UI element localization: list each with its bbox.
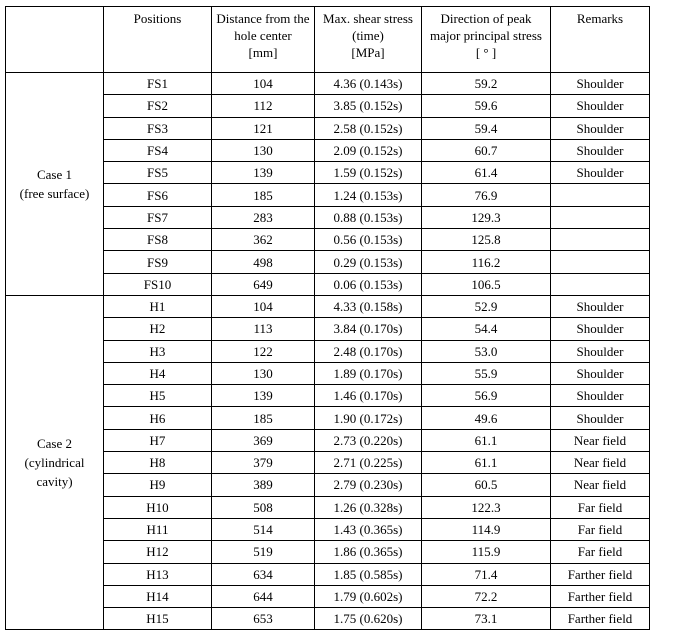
header-stress [315,7,422,73]
distance-cell: 283 [212,206,315,228]
distance-cell: 519 [212,541,315,563]
stress-cell: 1.75 (0.620s) [315,608,422,630]
position-cell: FS3 [104,117,212,139]
remarks-cell: Shoulder [551,340,650,362]
direction-cell: 49.6 [422,407,551,429]
stress-cell: 4.36 (0.143s) [315,73,422,95]
remarks-cell: Shoulder [551,95,650,117]
header-direction-unit: [ ° ] [475,45,497,60]
case-label-line: Case 1 [36,166,73,182]
direction-cell: 55.9 [422,362,551,384]
direction-cell: 54.4 [422,318,551,340]
direction-cell: 59.6 [422,95,551,117]
stress-cell: 1.46 (0.170s) [315,385,422,407]
case-label-line: (free surface) [19,185,90,201]
position-cell: H12 [104,541,212,563]
direction-cell: 106.5 [422,273,551,295]
case-label-cell [6,295,104,629]
distance-cell: 130 [212,362,315,384]
remarks-cell: Farther field [551,563,650,585]
table-row [6,73,650,95]
header-distance-line1: Distance from the [216,11,310,26]
distance-cell: 498 [212,251,315,273]
distance-cell: 139 [212,162,315,184]
header-direction [422,7,551,73]
remarks-cell: Farther field [551,585,650,607]
header-stress-line1: Max. shear stress [323,11,413,26]
direction-cell: 129.3 [422,206,551,228]
distance-cell: 379 [212,452,315,474]
remarks-cell: Shoulder [551,318,650,340]
direction-cell: 125.8 [422,229,551,251]
distance-cell: 113 [212,318,315,340]
position-cell: FS8 [104,229,212,251]
stress-cell: 0.29 (0.153s) [315,251,422,273]
stress-cell: 0.06 (0.153s) [315,273,422,295]
position-cell: FS2 [104,95,212,117]
distance-cell: 644 [212,585,315,607]
distance-cell: 104 [212,295,315,317]
header-positions-label: Positions [133,11,182,26]
stress-cell: 2.48 (0.170s) [315,340,422,362]
direction-cell: 59.4 [422,117,551,139]
direction-cell: 114.9 [422,518,551,540]
distance-cell: 362 [212,229,315,251]
header-stress-line2: (time) [352,28,384,43]
stress-cell: 1.59 (0.152s) [315,162,422,184]
header-remarks [551,7,650,73]
position-cell: H11 [104,518,212,540]
direction-cell: 61.1 [422,452,551,474]
stress-cell: 2.73 (0.220s) [315,429,422,451]
distance-cell: 122 [212,340,315,362]
case-label-line: cavity) [36,474,73,490]
direction-cell: 71.4 [422,563,551,585]
table-row [6,295,650,317]
header-positions [104,7,212,73]
stress-cell: 1.90 (0.172s) [315,407,422,429]
remarks-cell: Shoulder [551,139,650,161]
remarks-cell [551,251,650,273]
direction-cell: 61.1 [422,429,551,451]
remarks-cell [551,229,650,251]
stress-cell: 1.26 (0.328s) [315,496,422,518]
stress-cell: 0.88 (0.153s) [315,206,422,228]
direction-cell: 116.2 [422,251,551,273]
direction-cell: 53.0 [422,340,551,362]
remarks-cell: Farther field [551,608,650,630]
stress-cell: 2.71 (0.225s) [315,452,422,474]
direction-cell: 60.7 [422,139,551,161]
header-row [6,7,650,73]
position-cell: H13 [104,563,212,585]
distance-cell: 130 [212,139,315,161]
direction-cell: 76.9 [422,184,551,206]
remarks-cell: Shoulder [551,362,650,384]
stress-cell: 2.79 (0.230s) [315,474,422,496]
remarks-cell: Far field [551,518,650,540]
distance-cell: 369 [212,429,315,451]
position-cell: FS4 [104,139,212,161]
direction-cell: 73.1 [422,608,551,630]
position-cell: H2 [104,318,212,340]
remarks-cell: Near field [551,429,650,451]
position-cell: FS1 [104,73,212,95]
remarks-cell [551,206,650,228]
stress-cell: 1.86 (0.365s) [315,541,422,563]
header-distance [212,7,315,73]
direction-cell: 122.3 [422,496,551,518]
position-cell: H4 [104,362,212,384]
remarks-cell: Far field [551,541,650,563]
results-table-container [5,6,650,630]
remarks-cell [551,184,650,206]
header-stress-unit: [MPa] [351,45,385,60]
remarks-cell: Shoulder [551,295,650,317]
table-header [6,7,650,73]
position-cell: H3 [104,340,212,362]
distance-cell: 508 [212,496,315,518]
direction-cell: 61.4 [422,162,551,184]
direction-cell: 115.9 [422,541,551,563]
position-cell: H10 [104,496,212,518]
remarks-cell: Shoulder [551,73,650,95]
remarks-cell: Shoulder [551,162,650,184]
distance-cell: 653 [212,608,315,630]
distance-cell: 185 [212,184,315,206]
stress-cell: 1.79 (0.602s) [315,585,422,607]
header-direction-line1: Direction of peak [440,11,532,26]
stress-cell: 0.56 (0.153s) [315,229,422,251]
distance-cell: 112 [212,95,315,117]
case-label-line: Case 2 [36,436,73,452]
position-cell: FS9 [104,251,212,273]
position-cell: H7 [104,429,212,451]
position-cell: FS10 [104,273,212,295]
distance-cell: 649 [212,273,315,295]
position-cell: H9 [104,474,212,496]
position-cell: H1 [104,295,212,317]
position-cell: H5 [104,385,212,407]
header-distance-unit: [mm] [248,45,278,60]
distance-cell: 139 [212,385,315,407]
distance-cell: 121 [212,117,315,139]
position-cell: FS5 [104,162,212,184]
remarks-cell: Shoulder [551,407,650,429]
stress-cell: 3.85 (0.152s) [315,95,422,117]
distance-cell: 389 [212,474,315,496]
stress-cell: 3.84 (0.170s) [315,318,422,340]
distance-cell: 634 [212,563,315,585]
direction-cell: 72.2 [422,585,551,607]
position-cell: FS7 [104,206,212,228]
distance-cell: 514 [212,518,315,540]
stress-cell: 2.09 (0.152s) [315,139,422,161]
remarks-cell: Shoulder [551,117,650,139]
position-cell: H14 [104,585,212,607]
remarks-cell: Shoulder [551,385,650,407]
distance-cell: 104 [212,73,315,95]
stress-cell: 1.43 (0.365s) [315,518,422,540]
direction-cell: 60.5 [422,474,551,496]
header-direction-line2: major principal stress [430,28,542,43]
table-body [6,73,650,630]
remarks-cell: Far field [551,496,650,518]
stress-cell: 1.24 (0.153s) [315,184,422,206]
stress-cell: 1.89 (0.170s) [315,362,422,384]
position-cell: H15 [104,608,212,630]
case-label-cell [6,73,104,296]
distance-cell: 185 [212,407,315,429]
remarks-cell: Near field [551,474,650,496]
stress-cell: 2.58 (0.152s) [315,117,422,139]
header-distance-line2: hole center [234,28,292,43]
remarks-cell [551,273,650,295]
position-cell: FS6 [104,184,212,206]
header-case [6,7,104,73]
stress-cell: 4.33 (0.158s) [315,295,422,317]
direction-cell: 56.9 [422,385,551,407]
position-cell: H8 [104,452,212,474]
header-remarks-label: Remarks [576,11,624,26]
direction-cell: 52.9 [422,295,551,317]
stress-cell: 1.85 (0.585s) [315,563,422,585]
results-table [5,6,650,630]
position-cell: H6 [104,407,212,429]
direction-cell: 59.2 [422,73,551,95]
remarks-cell: Near field [551,452,650,474]
case-label-line: (cylindrical [24,455,85,471]
